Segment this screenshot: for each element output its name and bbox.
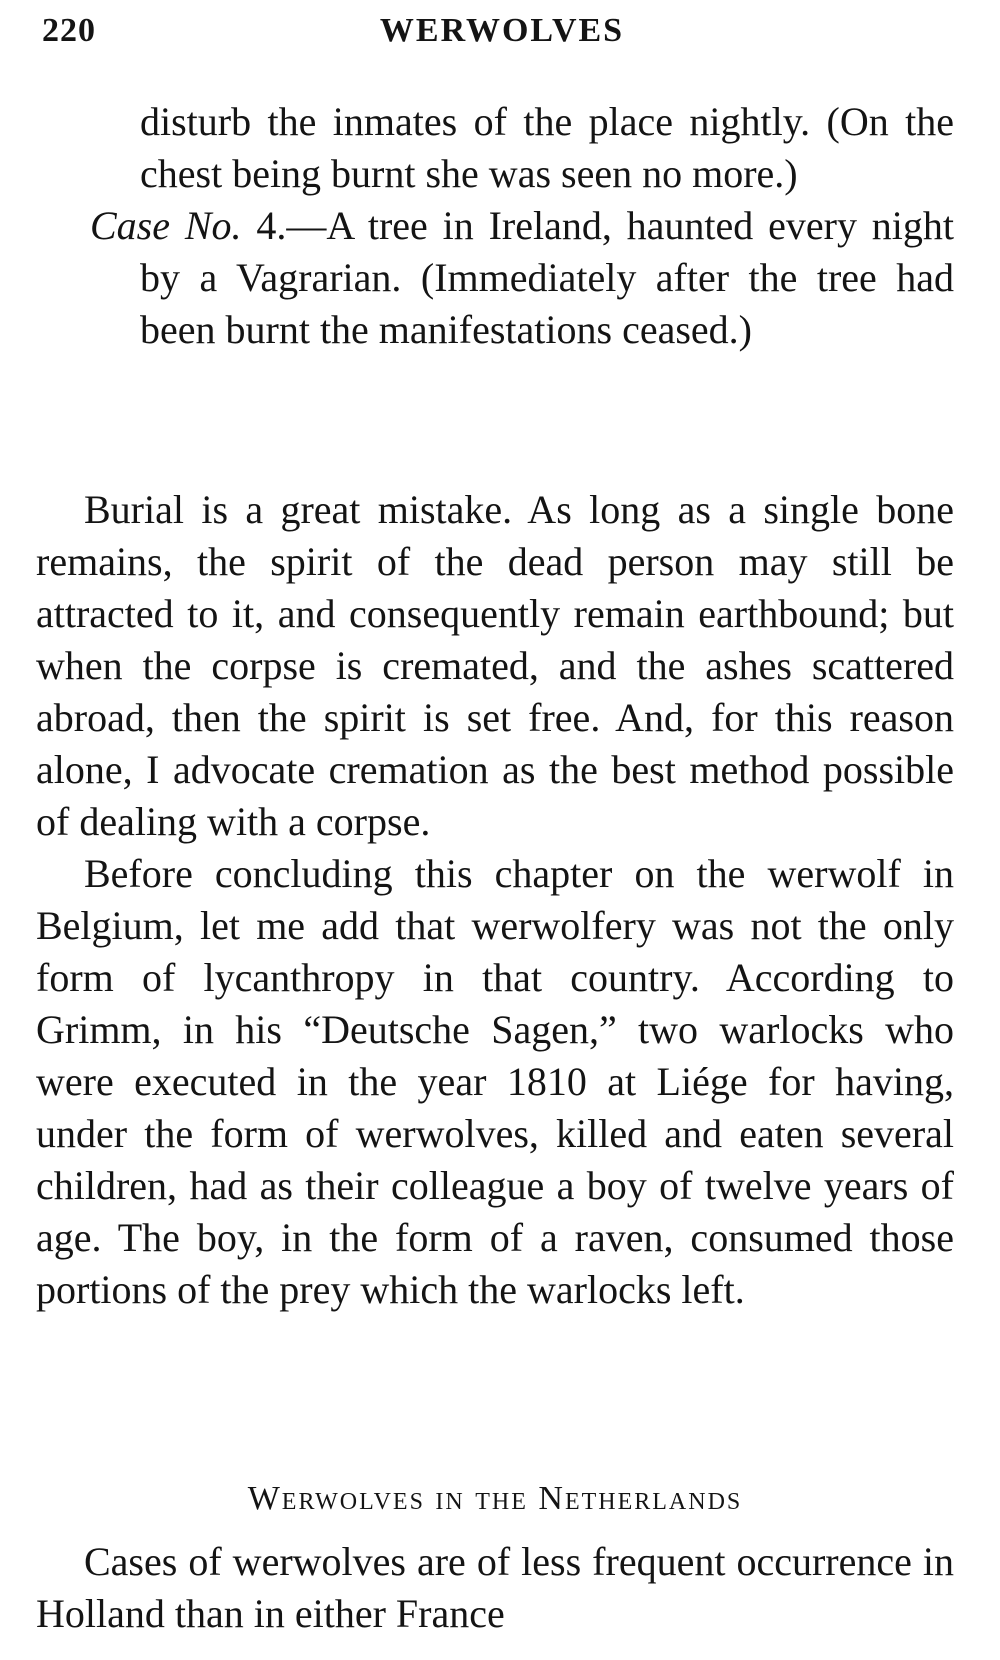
paragraph-netherlands: Cases of werwolves are of less frequent occurrence in Holland than in either France [36, 1539, 954, 1636]
section-text [36, 1536, 954, 1640]
case-label: Case No. [90, 203, 242, 248]
running-title: WERWOLVES [379, 12, 625, 49]
case-text: 4.—A tree in Ireland, haunted every night by a Vagrarian. (Immediately after the tree had been burnt the manifestations ceased.) [140, 203, 954, 352]
case-item-4 [36, 200, 954, 356]
case-continued-text: disturb the inmates of the place nightly. (On the chest being burnt she was seen no more.) [140, 99, 954, 196]
case-list [36, 96, 954, 356]
page-header [42, 8, 962, 58]
paragraph-belgium: Before concluding this chapter on the werwolf in Belgium, let me add that werwolfery was not the only form of lycanthropy in that country. According to Grimm, in his “Deutsche Sagen,” two warlocks who were executed in the year 1810 at Liége for having, under the form of werwolves, killed and eaten several children, had as their colleague a boy of twelve years of age. The boy, in the form of a raven, consumed those portions of the prey which the warlocks left. [36, 851, 954, 1312]
section-heading: Werwolves in the Netherlands [247, 1480, 743, 1517]
page-number: 220 [42, 12, 96, 49]
paragraph-burial: Burial is a great mistake. As long as a single bone remains, the spirit of the dead person may still be attracted to it, and consequently remain earthbound; but when the corpse is cremated, and the ashes scattered abroad, then the spirit is set free. And, for this reason alone, I advocate cremation as the best method possible of dealing with a corpse. [36, 487, 954, 844]
body-text [36, 484, 954, 1316]
